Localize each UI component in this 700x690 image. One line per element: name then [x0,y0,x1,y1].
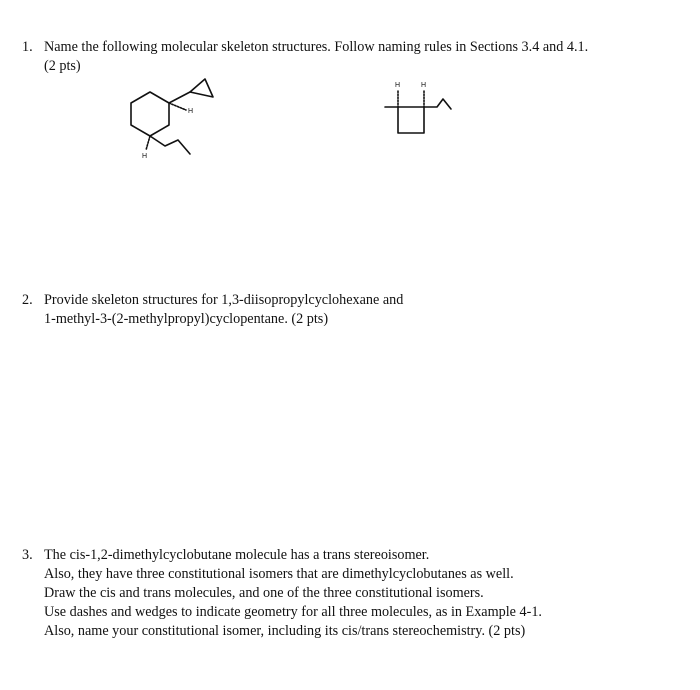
propyl-chain-2 [424,99,451,109]
question-3-line-2: Also, they have three constitutional isomers that are dimethylcyclobutanes as well. [44,566,514,582]
bond-to-cyclopropyl [169,92,190,103]
question-2-line-1: Provide skeleton structures for 1,3-diisopropylcyclohexane and [44,292,404,308]
hydrogen-label-2: H [142,153,148,160]
hydrogen-label-4: H [421,82,427,89]
cyclobutane-ring [398,107,424,133]
question-3-text [44,546,542,641]
cyclopropane-ring [190,79,213,97]
hydrogen-label-3: H [395,82,401,89]
question-3-line-3: Draw the cis and trans molecules, and one of the three constitutional isomers. [44,585,484,601]
question-2-text [44,291,403,329]
question-2-number: 2. [22,292,33,308]
question-3-number: 3. [22,547,33,563]
cyclohexane-ring [131,92,169,136]
question-3-line-4: Use dashes and wedges to indicate geometry for all three molecules, as in Example 4-1. [44,604,542,620]
question-1-line-1: Name the following molecular skeleton structures. Follow naming rules in Sections 3.4 and 4.1. [44,39,589,55]
question-2-line-2: 1-methyl-3-(2-methylpropyl)cyclopentane. (2 pts) [44,311,329,327]
hash-bond-h-2 [146,136,150,150]
question-3-line-5: Also, name your constitutional isomer, including its cis/trans stereochemistry. (2 pts) [44,623,526,639]
question-3-line-1: The cis-1,2-dimethylcyclobutane molecule has a trans stereoisomer. [44,547,430,563]
molecule-structure-1 [120,70,230,170]
hash-bond-h-1 [169,103,186,110]
question-1-number: 1. [22,39,33,55]
propyl-chain [150,136,190,154]
question-1-line-2: (2 pts) [44,58,81,74]
hydrogen-label-1: H [188,108,194,115]
molecule-structure-2 [385,75,495,165]
